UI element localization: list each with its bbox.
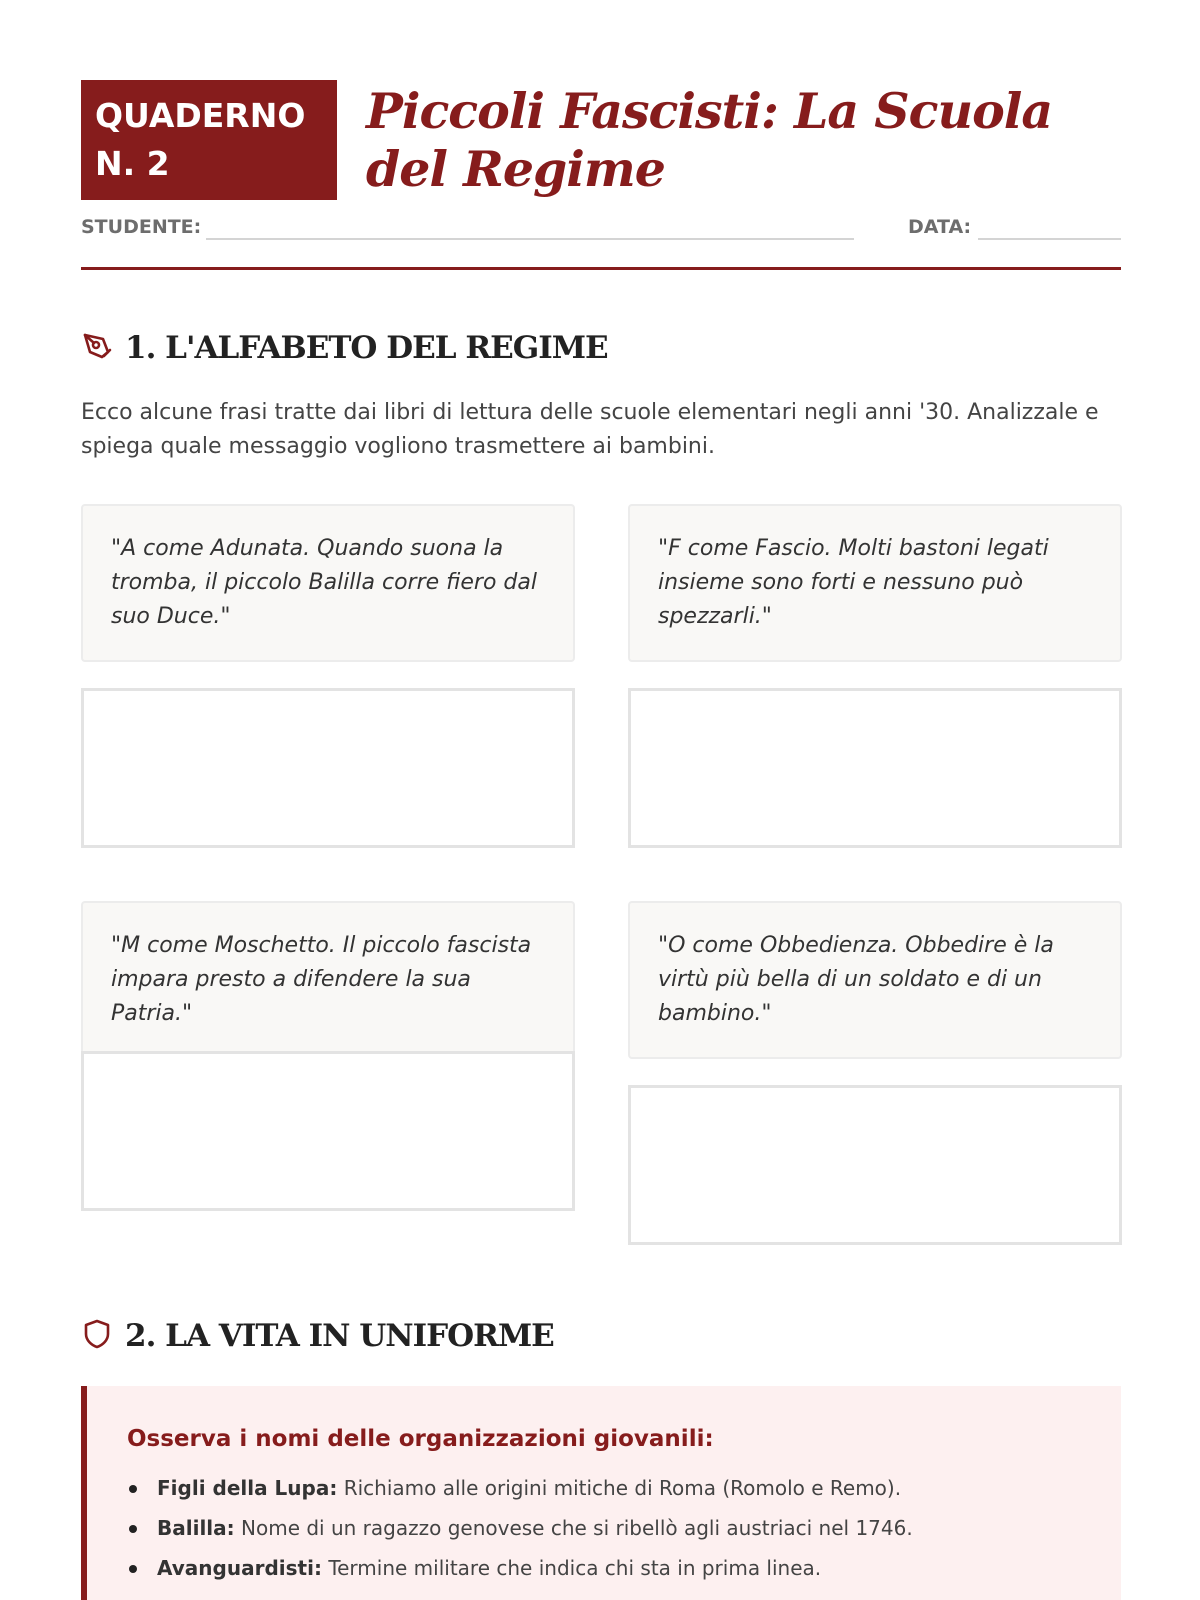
date-label: DATA:	[908, 216, 972, 238]
list-item	[127, 1548, 1081, 1588]
section-2-title	[81, 1316, 554, 1356]
notebook-badge	[81, 80, 337, 200]
answer-box-a[interactable]	[81, 688, 575, 848]
list-item-term: Avanguardisti:	[157, 1556, 322, 1580]
quote-card-o: "O come Obbedienza. Obbedire è la virtù più bella di un soldato e di un bambino."	[628, 901, 1122, 1059]
student-name-field[interactable]	[206, 238, 854, 240]
organizations-list	[127, 1468, 1081, 1588]
student-label: STUDENTE:	[81, 216, 202, 238]
shield-icon	[81, 1318, 113, 1350]
quote-card-m: "M come Moschetto. Il piccolo fascista impara presto a difendere la sua Patria."	[81, 901, 575, 1059]
section-1-title-text: 1. L'ALFABETO DEL REGIME	[125, 330, 608, 366]
list-item-desc: Richiamo alle origini mitiche di Roma (Romolo e Remo).	[343, 1476, 902, 1500]
list-item-desc: Nome di un ragazzo genovese che si ribellò agli austriaci nel 1746.	[241, 1516, 913, 1540]
section-1-title	[81, 328, 608, 368]
list-item-term: Balilla:	[157, 1516, 235, 1540]
quote-card-a: "A come Adunata. Quando suona la tromba, il piccolo Balilla corre fiero dal suo Duce."	[81, 504, 575, 662]
list-item-desc: Termine militare che indica chi sta in prima linea.	[328, 1556, 822, 1580]
badge-line-2: N. 2	[95, 144, 170, 183]
quote-card-f: "F come Fascio. Molti bastoni legati insieme sono forti e nessuno può spezzarli."	[628, 504, 1122, 662]
section-2-title-text: 2. LA VITA IN UNIFORME	[125, 1318, 554, 1354]
list-item	[127, 1468, 1081, 1508]
date-field[interactable]	[978, 238, 1121, 240]
youth-organizations-callout	[81, 1386, 1121, 1600]
answer-box-o[interactable]	[628, 1085, 1122, 1245]
section-1-intro: Ecco alcune frasi tratte dai libri di lettura delle scuole elementari negli anni '30. Analizzale e spiega quale messaggio vogliono trasmettere ai bambini.	[81, 400, 1099, 459]
student-info-row	[81, 216, 1121, 246]
answer-box-m[interactable]	[81, 1051, 575, 1211]
callout-title: Osserva i nomi delle organizzazioni giovanili:	[127, 1426, 714, 1452]
page-title: Piccoli Fascisti: La Scuola del Regime	[366, 82, 1053, 198]
list-item	[127, 1508, 1081, 1548]
header-divider	[81, 267, 1121, 270]
badge-line-1: QUADERNO	[95, 96, 306, 135]
answer-box-f[interactable]	[628, 688, 1122, 848]
pen-nib-icon	[81, 330, 113, 362]
list-item-term: Figli della Lupa:	[157, 1476, 338, 1500]
